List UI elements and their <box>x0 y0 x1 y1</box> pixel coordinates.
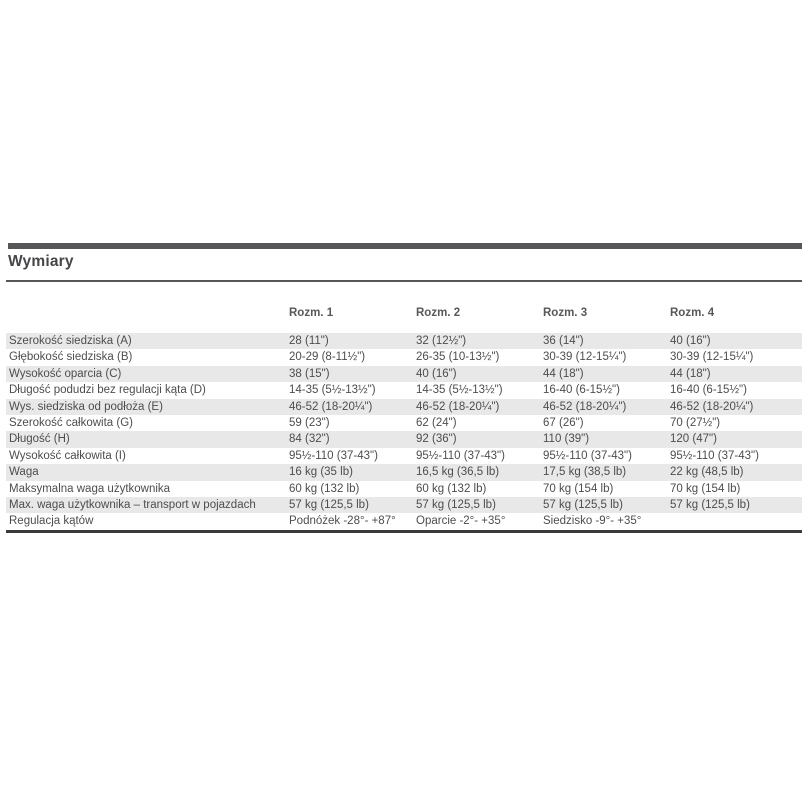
row-value: 20-29 (8-11½") <box>289 351 366 364</box>
size-header-rozm-3: Rozm. 3 <box>543 307 588 319</box>
row-value: 26-35 (10-13½") <box>416 351 500 364</box>
table-row <box>6 464 802 480</box>
row-value: 32 (12½") <box>416 335 467 347</box>
row-value: 57 kg (125,5 lb) <box>416 499 496 512</box>
row-label: Waga <box>9 466 39 479</box>
row-value: 16,5 kg (36,5 lb) <box>416 466 500 479</box>
row-label: Szerokość całkowita (G) <box>9 417 133 430</box>
section-title: Wymiary <box>8 253 74 270</box>
section-top-bar <box>8 243 802 249</box>
row-value: 57 kg (125,5 lb) <box>670 499 750 512</box>
size-header-rozm-1: Rozm. 1 <box>289 307 334 319</box>
row-value: 110 (39") <box>543 433 590 446</box>
row-value: 14-35 (5½-13½") <box>289 384 376 397</box>
row-value: 44 (18") <box>670 367 711 380</box>
row-value: 70 (27½") <box>670 417 721 430</box>
size-header-spacer <box>6 307 289 333</box>
row-value: 60 kg (132 lb) <box>289 482 360 495</box>
row-value: 30-39 (12-15¼") <box>670 351 754 364</box>
row-value: 38 (15") <box>289 367 330 380</box>
row-label: Wysokość oparcia (C) <box>9 367 122 380</box>
row-value: 46-52 (18-20¼") <box>289 400 373 413</box>
row-value: 67 (26") <box>543 417 584 430</box>
row-value: 59 (23") <box>289 417 330 430</box>
row-value <box>670 513 802 531</box>
row-value: 95½-110 (37-43") <box>543 449 632 462</box>
row-value: 120 (47") <box>670 433 717 446</box>
row-label: Długość (H) <box>9 433 70 446</box>
row-label: Max. waga użytkownika – transport w pojazdach <box>9 499 256 512</box>
row-value: 46-52 (18-20¼") <box>670 400 754 413</box>
row-value: 28 (11") <box>289 335 329 347</box>
row-value: 36 (14") <box>543 335 584 347</box>
row-label: Wys. siedziska od podłoża (E) <box>9 400 163 413</box>
row-value: 16 kg (35 lb) <box>289 466 353 479</box>
size-header-rozm-2: Rozm. 2 <box>416 307 461 319</box>
table-row <box>6 366 802 382</box>
row-value: Siedzisko -9°- +35° <box>543 515 642 528</box>
table-row <box>6 481 802 497</box>
row-value: Podnóżek -28°- +87° <box>289 515 396 528</box>
row-label: Długość podudzi bez regulacji kąta (D) <box>9 384 206 397</box>
row-label: Głębokość siedziska (B) <box>9 351 133 364</box>
row-label: Szerokość siedziska (A) <box>9 335 132 347</box>
table-row <box>6 497 802 513</box>
row-value: 92 (36") <box>416 433 457 446</box>
table-row <box>6 382 802 398</box>
table-row <box>6 333 802 349</box>
table-row <box>6 431 802 447</box>
row-label: Maksymalna waga użytkownika <box>9 482 171 495</box>
row-value: 46-52 (18-20¼") <box>416 400 500 413</box>
row-value: 40 (16") <box>670 335 711 347</box>
row-value: 14-35 (5½-13½") <box>416 384 503 397</box>
row-value: 70 kg (154 lb) <box>543 482 614 495</box>
row-value: 95½-110 (37-43") <box>670 449 759 462</box>
row-value: 95½-110 (37-43") <box>416 449 505 462</box>
row-value: 16-40 (6-15½") <box>543 384 620 397</box>
row-value: 16-40 (6-15½") <box>670 384 747 397</box>
row-value: 62 (24") <box>416 417 457 430</box>
row-label: Wysokość całkowita (I) <box>9 449 126 462</box>
row-value: 22 kg (48,5 lb) <box>670 466 744 479</box>
row-value: 84 (32") <box>289 433 330 446</box>
table-row <box>6 448 802 464</box>
table-row <box>6 399 802 415</box>
row-value: 44 (18") <box>543 367 584 380</box>
row-value: 46-52 (18-20¼") <box>543 400 627 413</box>
row-value: Oparcie -2°- +35° <box>416 515 506 528</box>
row-value: 30-39 (12-15¼") <box>543 351 627 364</box>
table-row <box>6 349 802 365</box>
row-value: 60 kg (132 lb) <box>416 482 487 495</box>
row-value: 40 (16") <box>416 367 457 380</box>
row-value: 17,5 kg (38,5 lb) <box>543 466 627 479</box>
row-value: 57 kg (125,5 lb) <box>289 499 369 512</box>
row-value: 95½-110 (37-43") <box>289 449 378 462</box>
dimensions-table <box>6 307 802 533</box>
dimensions-section <box>6 243 802 533</box>
table-row <box>6 513 802 531</box>
table-row <box>6 415 802 431</box>
row-value: 70 kg (154 lb) <box>670 482 741 495</box>
row-label: Regulacja kątów <box>9 515 94 528</box>
row-value: 57 kg (125,5 lb) <box>543 499 623 512</box>
size-header-row <box>6 307 802 333</box>
title-rule <box>6 280 802 282</box>
size-header-rozm-4: Rozm. 4 <box>670 307 715 319</box>
